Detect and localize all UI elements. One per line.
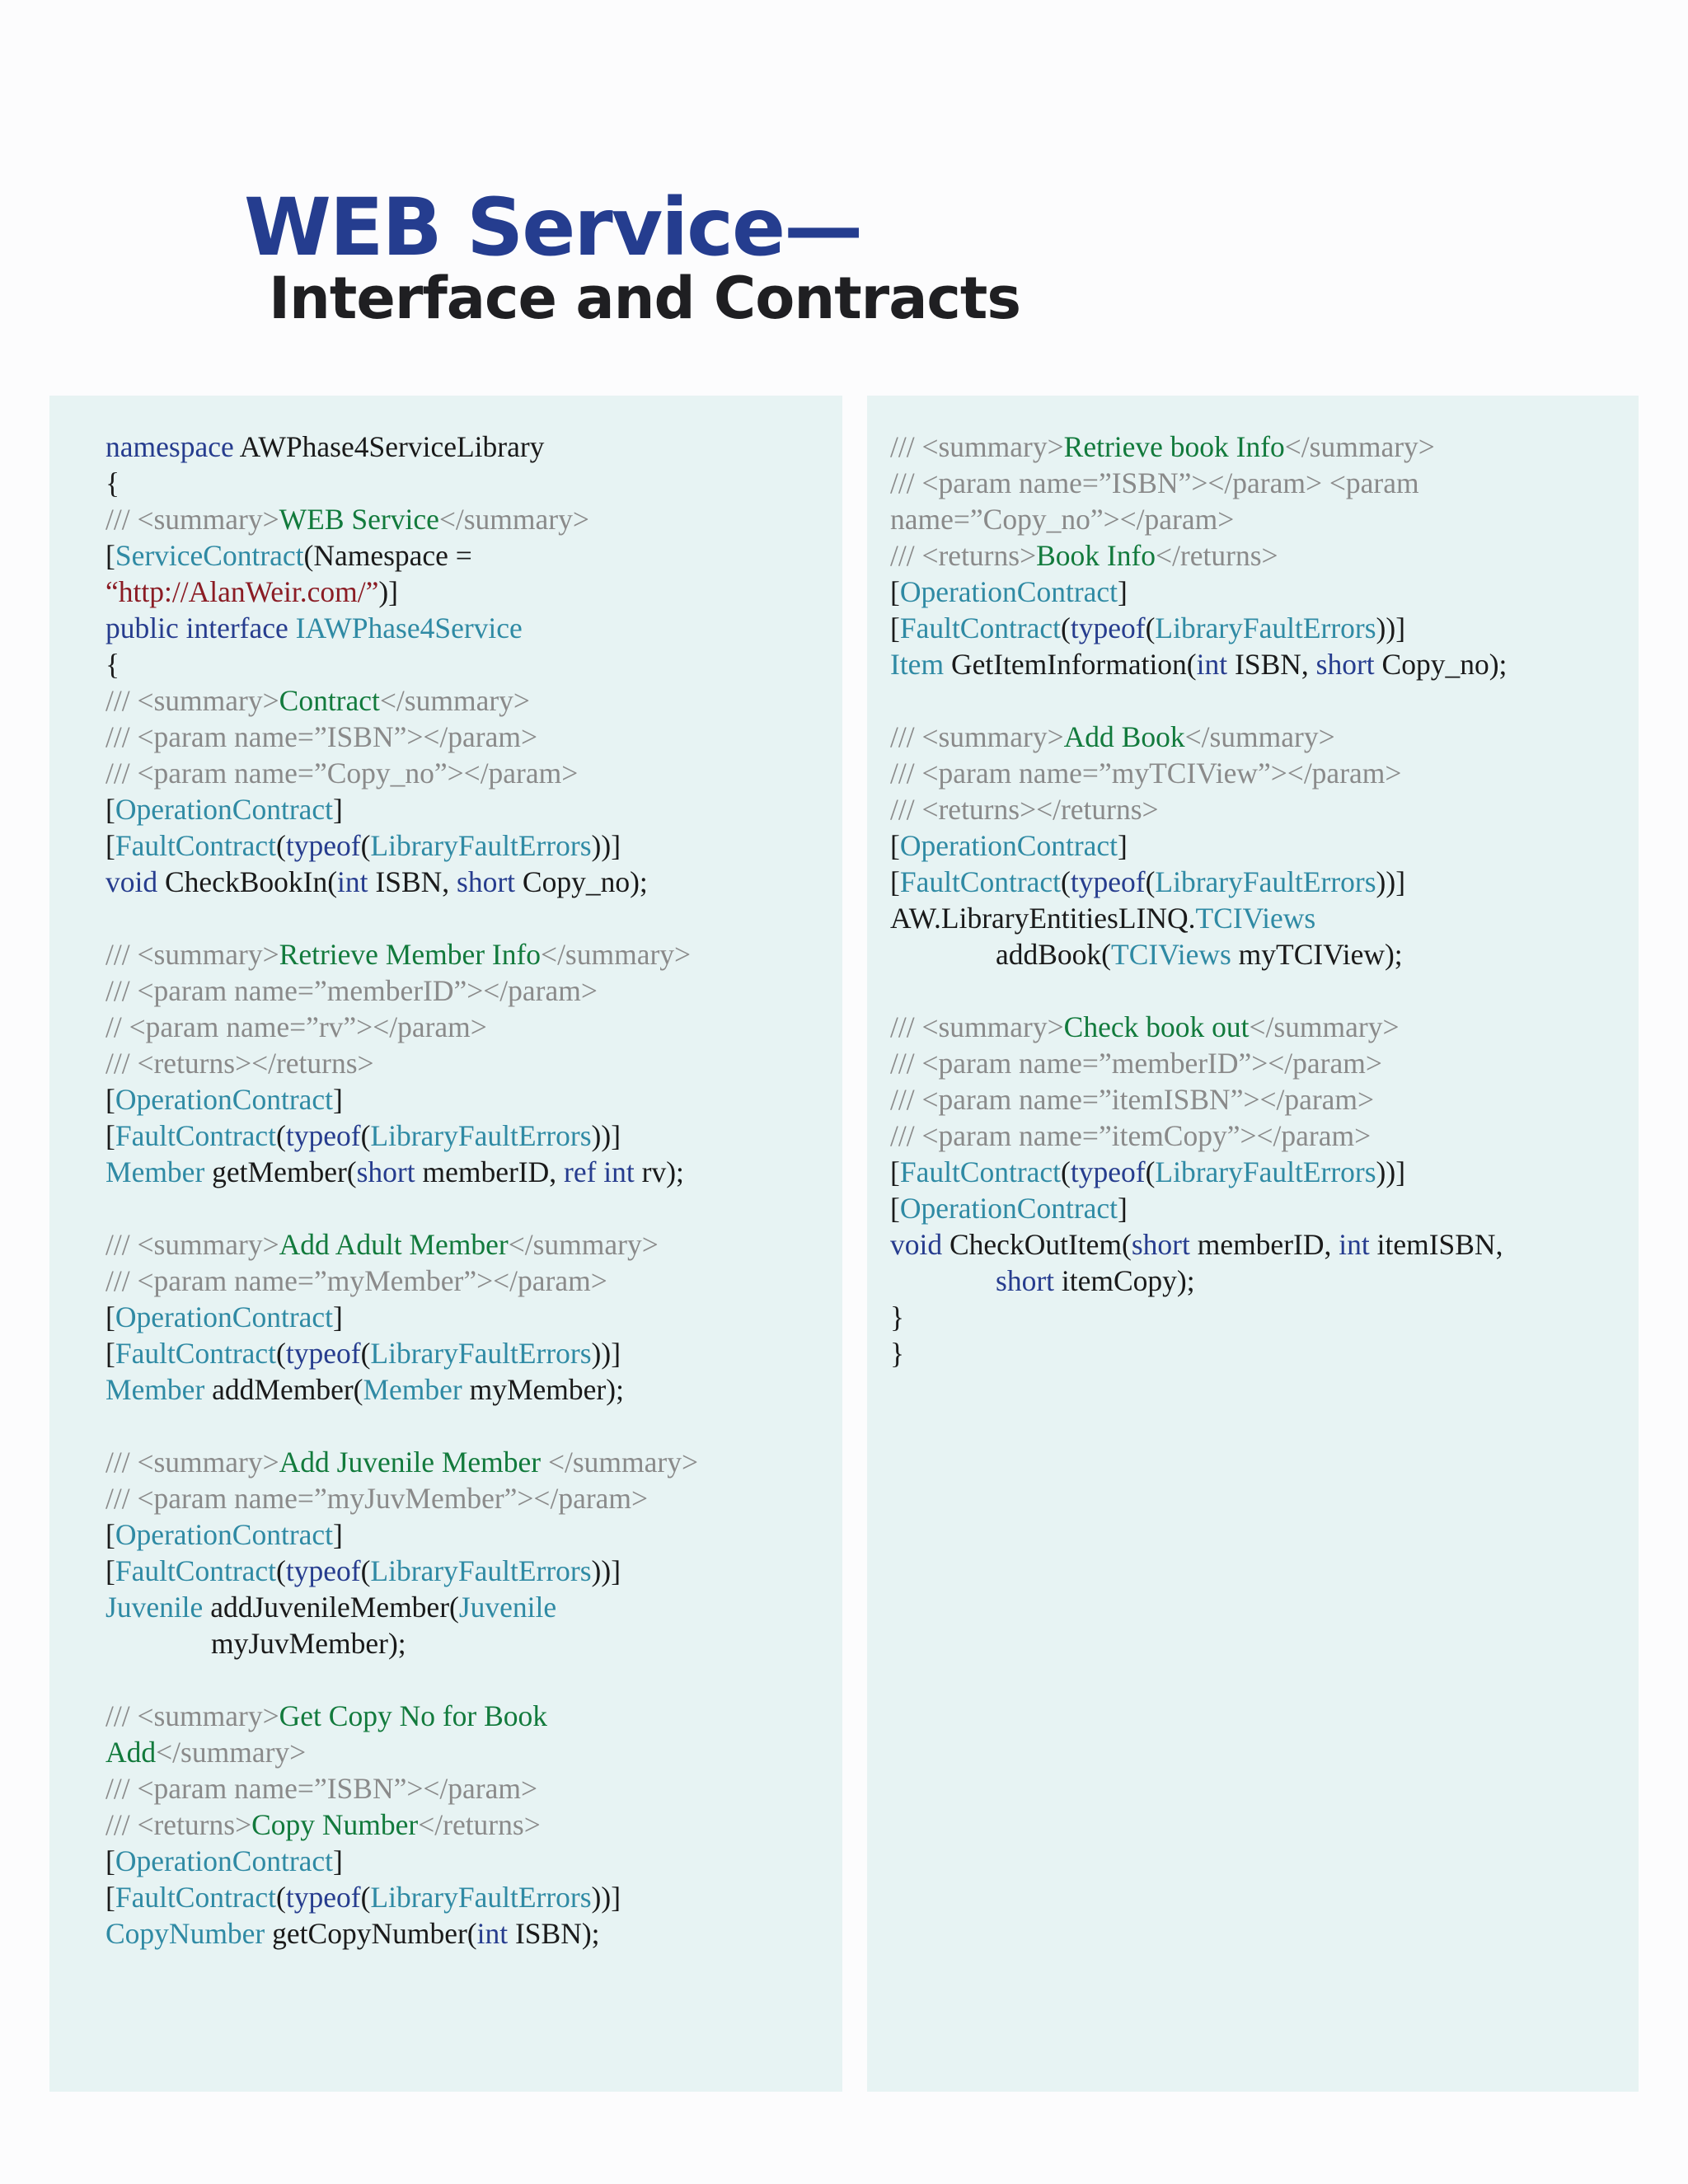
code-token: getMember( (204, 1155, 357, 1188)
code-token: AW.LibraryEntitiesLINQ. (890, 902, 1196, 935)
code-token: typeof (285, 1554, 361, 1587)
code-token: void (106, 865, 158, 898)
code-token: Get Copy No for Book (279, 1699, 548, 1732)
code-token: ISBN, (368, 865, 457, 898)
code-token: FaultContract (115, 1119, 277, 1152)
code-line (106, 682, 698, 719)
code-line (890, 900, 1507, 936)
code-token: LibraryFaultErrors (1155, 1155, 1376, 1188)
code-token: /// <summary> (106, 503, 279, 536)
code-line (890, 501, 1507, 537)
code-token: ( (276, 1337, 286, 1370)
code-line (106, 1009, 698, 1045)
code-token: Member (106, 1155, 205, 1188)
code-line (890, 1009, 1507, 1045)
code-token: /// <summary> (890, 720, 1064, 753)
code-token: ] (333, 1844, 343, 1877)
code-token: short (457, 865, 516, 898)
code-token: ( (360, 1337, 371, 1370)
code-line (106, 1226, 698, 1263)
code-token: ))] (1376, 1155, 1406, 1188)
code-token: short (1131, 1228, 1190, 1261)
code-token: [ (890, 1155, 900, 1188)
code-token: [ (890, 829, 900, 862)
code-token: memberID, (415, 1155, 565, 1188)
code-token: /// <summary> (890, 1010, 1064, 1043)
code-line (106, 827, 698, 864)
code-token: [ (890, 575, 900, 608)
code-token: AWPhase4ServiceLibrary (233, 430, 545, 463)
code-token: LibraryFaultErrors (370, 1119, 592, 1152)
code-token: ( (360, 829, 371, 862)
code-token: void (890, 1228, 943, 1261)
code-token: /// <param name=”itemCopy”></param> (890, 1119, 1372, 1152)
code-line (890, 864, 1507, 900)
page-subtitle: Interface and Contracts (269, 265, 1021, 332)
code-token: [ (106, 1337, 115, 1370)
code-token: </summary> (541, 938, 692, 971)
code-listing-left (106, 429, 698, 1952)
code-token: FaultContract (899, 865, 1062, 898)
code-line (890, 574, 1507, 610)
code-token: ( (360, 1554, 371, 1587)
code-line (890, 465, 1507, 501)
code-token: CheckOutItem( (942, 1228, 1132, 1261)
code-token: LibraryFaultErrors (370, 829, 592, 862)
code-line (106, 646, 698, 682)
code-token: TCIViews (1195, 902, 1316, 935)
code-token: ))] (1376, 612, 1406, 644)
code-line (106, 755, 698, 791)
code-line (106, 1371, 698, 1408)
code-token: FaultContract (115, 1337, 277, 1370)
code-token: FaultContract (899, 1155, 1062, 1188)
code-token: short (1315, 648, 1375, 681)
code-token: [ (106, 539, 115, 572)
code-token: /// <param name=”myMember”></param> (106, 1264, 607, 1297)
code-token: ISBN); (508, 1917, 600, 1950)
code-token: OperationContract (115, 793, 334, 826)
code-token: /// <summary> (106, 1699, 279, 1732)
code-line (890, 1226, 1507, 1263)
code-line (890, 646, 1507, 682)
code-line (106, 864, 698, 900)
code-line (106, 1154, 698, 1190)
code-token: </summary> (156, 1736, 307, 1769)
code-line (106, 1263, 698, 1299)
code-token: /// <param name=”myJuvMember”></param> (106, 1482, 649, 1515)
code-token: FaultContract (115, 1881, 277, 1914)
code-line (106, 610, 698, 646)
code-token: typeof (285, 1119, 361, 1152)
code-panel-right (867, 396, 1639, 2092)
code-line (106, 791, 698, 827)
code-token: typeof (285, 1881, 361, 1914)
code-token: </summary> (438, 503, 589, 536)
code-token: /// <param name=”itemISBN”></param> (890, 1083, 1375, 1116)
code-line (106, 465, 698, 501)
code-token: [ (890, 865, 900, 898)
code-line (890, 537, 1507, 574)
code-line (106, 1299, 698, 1335)
code-token: /// <summary> (106, 684, 279, 717)
code-token: typeof (285, 1337, 361, 1370)
code-line (890, 1045, 1507, 1081)
code-token: “http://AlanWeir.com/” (106, 575, 379, 608)
code-token: OperationContract (899, 829, 1118, 862)
code-token: ] (333, 1301, 343, 1333)
code-token: /// <param name=”memberID”></param> (106, 974, 598, 1007)
code-token: ( (276, 1119, 286, 1152)
code-token: rv); (634, 1155, 684, 1188)
code-token: ISBN, (1227, 648, 1316, 681)
code-token: LibraryFaultErrors (370, 1337, 592, 1370)
code-token: </returns> (1156, 539, 1278, 572)
code-token: Retrieve book Info (1063, 430, 1285, 463)
code-token: FaultContract (115, 1554, 277, 1587)
code-token: [ (106, 1554, 115, 1587)
code-token: ( (1061, 865, 1071, 898)
code-token: Add Book (1063, 720, 1185, 753)
code-token: ( (360, 1881, 371, 1914)
code-line (106, 972, 698, 1009)
code-token: ))] (591, 1881, 621, 1914)
code-token: // <param name=”rv”></param> (106, 1010, 487, 1043)
code-token: getCopyNumber( (265, 1917, 477, 1950)
code-token: TCIViews (1111, 938, 1231, 971)
code-token: OperationContract (115, 1301, 334, 1333)
code-token: Check book out (1063, 1010, 1250, 1043)
code-blank-line (890, 972, 1507, 1009)
code-line (106, 1480, 698, 1516)
code-token: { (106, 466, 120, 499)
code-token: LibraryFaultErrors (1155, 865, 1376, 898)
code-token: </summary> (1284, 430, 1435, 463)
code-line (106, 537, 698, 574)
code-line (890, 719, 1507, 755)
code-token (288, 612, 296, 644)
code-token: /// <param name=”ISBN”></param> (106, 1772, 537, 1805)
code-token: OperationContract (899, 575, 1118, 608)
code-token: myJuvMember); (211, 1627, 406, 1660)
code-token: IAWPhase4Service (295, 612, 523, 644)
code-line (106, 1879, 698, 1915)
code-token: Add Adult Member (279, 1228, 509, 1261)
code-line (890, 755, 1507, 791)
code-token: ref int (564, 1155, 635, 1188)
code-token: typeof (1070, 865, 1146, 898)
code-token: addMember( (204, 1373, 363, 1406)
code-token: Contract (279, 684, 380, 717)
code-line (106, 1553, 698, 1589)
code-token: Member (363, 1373, 462, 1406)
code-token: /// <summary> (106, 1446, 279, 1479)
code-token: Copy Number (251, 1808, 419, 1841)
code-token: Member (106, 1373, 205, 1406)
code-line (890, 936, 1507, 972)
code-line (106, 1734, 698, 1770)
code-token: GetItemInformation( (944, 648, 1197, 681)
code-token: CheckBookIn( (157, 865, 338, 898)
code-token: /// <returns></returns> (106, 1047, 374, 1080)
code-token: Juvenile (106, 1591, 204, 1624)
code-listing-right (890, 429, 1507, 1371)
code-token: memberID, (1189, 1228, 1339, 1261)
code-token: /// <param name=”ISBN”></param> (106, 720, 537, 753)
code-token: /// <param name=”ISBN”></param> <param (890, 466, 1419, 499)
code-token: </returns> (418, 1808, 541, 1841)
code-token: Add Juvenile Member (279, 1446, 548, 1479)
code-token: Juvenile (458, 1591, 557, 1624)
code-line (890, 1190, 1507, 1226)
code-token: Item (890, 648, 945, 681)
code-token: ( (1145, 1155, 1156, 1188)
code-token: [ (106, 829, 115, 862)
code-token: [ (106, 793, 115, 826)
code-line (106, 429, 698, 465)
code-line (106, 1698, 698, 1734)
code-token: typeof (285, 829, 361, 862)
code-line (890, 1154, 1507, 1190)
code-token: </summary> (508, 1228, 659, 1261)
code-token: ] (1118, 575, 1128, 608)
code-token: ( (360, 1119, 371, 1152)
code-token: ( (1145, 612, 1156, 644)
code-token: public interface (106, 612, 288, 644)
code-line (106, 1915, 698, 1952)
code-token: Book Info (1036, 539, 1156, 572)
code-token: /// <param name=”myTCIView”></param> (890, 757, 1402, 790)
code-line (890, 1118, 1507, 1154)
code-token: /// <param name=”memberID”></param> (890, 1047, 1382, 1080)
code-token: short (996, 1264, 1054, 1297)
code-token: ( (1145, 865, 1156, 898)
code-line (106, 1625, 698, 1661)
code-token: /// <summary> (890, 430, 1064, 463)
code-token: LibraryFaultErrors (370, 1881, 592, 1914)
code-token: int (337, 865, 368, 898)
code-token: )] (378, 575, 398, 608)
page-title: WEB Service— (244, 181, 862, 274)
code-token: myTCIView); (1231, 938, 1403, 971)
code-token: WEB Service (279, 503, 439, 536)
code-token: [ (890, 1192, 900, 1225)
code-token: ( (1061, 612, 1071, 644)
code-token: ( (276, 829, 286, 862)
code-token: /// <param name=”Copy_no”></param> (106, 757, 579, 790)
code-blank-line (106, 1661, 698, 1698)
code-token: [ (106, 1881, 115, 1914)
code-line (890, 610, 1507, 646)
code-token: } (890, 1301, 905, 1333)
code-line (890, 1263, 1507, 1299)
code-blank-line (890, 682, 1507, 719)
code-panel-left (49, 396, 842, 2092)
code-blank-line (106, 900, 698, 936)
code-token: addBook( (996, 938, 1112, 971)
code-token: LibraryFaultErrors (370, 1554, 592, 1587)
code-token: [ (106, 1119, 115, 1152)
code-token: ServiceContract (115, 539, 304, 572)
code-token: typeof (1070, 612, 1146, 644)
code-token: ] (333, 1083, 343, 1116)
code-token: </summary> (1184, 720, 1335, 753)
code-token: [ (106, 1301, 115, 1333)
code-token: ] (1118, 1192, 1128, 1225)
code-line (890, 827, 1507, 864)
code-token: /// <returns></returns> (890, 793, 1159, 826)
code-token: </summary> (1249, 1010, 1400, 1043)
code-token: addJuvenileMember( (203, 1591, 459, 1624)
code-token: [ (890, 612, 900, 644)
code-line (890, 1299, 1507, 1335)
code-token: Copy_no); (515, 865, 648, 898)
code-token: itemCopy); (1054, 1264, 1195, 1297)
code-token: LibraryFaultErrors (1155, 612, 1376, 644)
code-token: ))] (1376, 865, 1406, 898)
code-token: FaultContract (115, 829, 277, 862)
code-token: ( (276, 1554, 286, 1587)
code-line (106, 1444, 698, 1480)
code-line (890, 1081, 1507, 1118)
code-blank-line (106, 1190, 698, 1226)
code-token: </summary> (379, 684, 530, 717)
code-token: /// <returns> (106, 1808, 252, 1841)
code-line (106, 1081, 698, 1118)
code-line (106, 1807, 698, 1843)
code-line (106, 1045, 698, 1081)
code-token: { (106, 648, 120, 681)
code-line (106, 1589, 698, 1625)
page-title-block (244, 181, 1021, 332)
code-token: /// <returns> (890, 539, 1037, 572)
code-token: (Namespace = (303, 539, 472, 572)
code-token: </summary> (547, 1446, 699, 1479)
code-token: ] (1118, 829, 1128, 862)
code-token: [ (106, 1518, 115, 1551)
code-line (106, 1770, 698, 1807)
code-token: typeof (1070, 1155, 1146, 1188)
code-token: OperationContract (115, 1083, 334, 1116)
code-token: short (356, 1155, 415, 1188)
code-line (106, 574, 698, 610)
code-token: /// <summary> (106, 1228, 279, 1261)
code-line (890, 429, 1507, 465)
code-token: itemISBN, (1369, 1228, 1503, 1261)
code-token: int (1339, 1228, 1370, 1261)
code-token: Retrieve Member Info (279, 938, 542, 971)
code-token: int (476, 1917, 509, 1950)
code-line (106, 1335, 698, 1371)
code-line (106, 1118, 698, 1154)
code-line (106, 1843, 698, 1879)
code-token: int (1196, 648, 1228, 681)
code-token: } (890, 1337, 905, 1370)
code-token: ] (333, 1518, 343, 1551)
code-token: ))] (591, 829, 621, 862)
code-token: ] (333, 793, 343, 826)
code-token: FaultContract (899, 612, 1062, 644)
code-line (106, 501, 698, 537)
code-token: Add (106, 1736, 157, 1769)
code-token: Copy_no); (1374, 648, 1507, 681)
code-token: ( (276, 1881, 286, 1914)
code-token: ))] (591, 1337, 621, 1370)
code-blank-line (106, 1408, 698, 1444)
code-token: OperationContract (115, 1518, 334, 1551)
code-token: CopyNumber (106, 1917, 265, 1950)
code-token: name=”Copy_no”></param> (890, 503, 1235, 536)
code-token: [ (106, 1844, 115, 1877)
code-token: ( (1061, 1155, 1071, 1188)
code-token: [ (106, 1083, 115, 1116)
code-line (106, 719, 698, 755)
code-token: ))] (591, 1119, 621, 1152)
code-token: OperationContract (899, 1192, 1118, 1225)
code-line (106, 936, 698, 972)
code-line (106, 1516, 698, 1553)
code-line (890, 791, 1507, 827)
code-token: myMember); (462, 1373, 624, 1406)
code-line (890, 1335, 1507, 1371)
code-token: OperationContract (115, 1844, 334, 1877)
code-token: namespace (106, 430, 234, 463)
code-token: ))] (591, 1554, 621, 1587)
code-token: /// <summary> (106, 938, 279, 971)
